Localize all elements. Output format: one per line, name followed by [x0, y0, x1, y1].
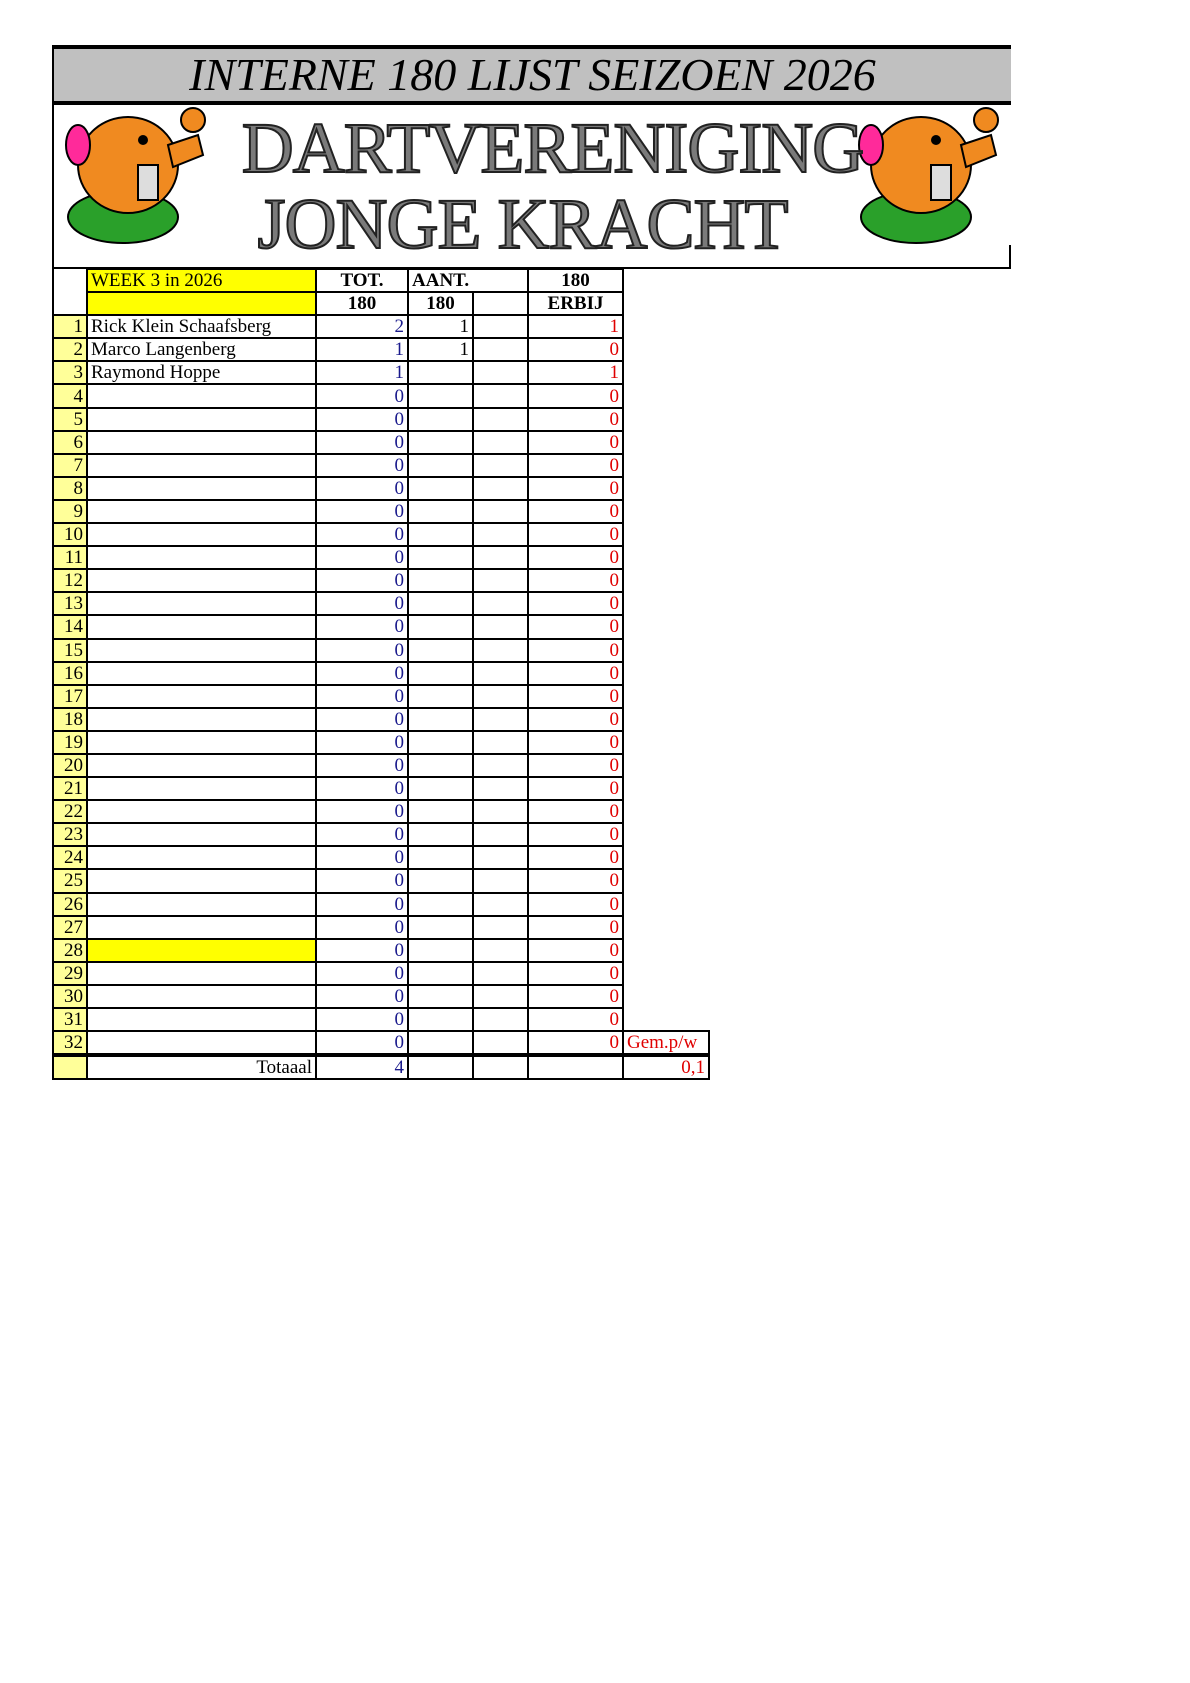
table-row [53, 662, 709, 685]
added-180: 0 [528, 893, 623, 916]
table-row [53, 916, 709, 939]
page-title: INTERNE 180 LIJST SEIZOEN 2026 [54, 45, 1011, 105]
row-number: 5 [53, 408, 87, 431]
player-name [87, 408, 316, 431]
empty-cell [473, 823, 528, 846]
player-name [87, 962, 316, 985]
count-180 [408, 1031, 473, 1055]
empty-cell [623, 939, 709, 962]
table-row [53, 823, 709, 846]
player-name [87, 939, 316, 962]
empty-cell [623, 754, 709, 777]
player-name [87, 893, 316, 916]
player-name [87, 431, 316, 454]
row-number: 28 [53, 939, 87, 962]
table-row [53, 384, 709, 407]
added-180: 0 [528, 477, 623, 500]
player-name [87, 500, 316, 523]
empty-cell [473, 939, 528, 962]
total-180: 0 [316, 939, 408, 962]
added-180: 0 [528, 615, 623, 638]
count-180 [408, 916, 473, 939]
row-number: 9 [53, 500, 87, 523]
row-number: 12 [53, 569, 87, 592]
row-number: 29 [53, 962, 87, 985]
count-180 [408, 893, 473, 916]
row-number: 11 [53, 546, 87, 569]
empty-cell [473, 777, 528, 800]
count-180 [408, 500, 473, 523]
empty-cell [623, 477, 709, 500]
total-180: 0 [316, 777, 408, 800]
empty-cell [408, 1055, 473, 1079]
player-name [87, 1031, 316, 1055]
empty-cell [473, 523, 528, 546]
empty-cell [473, 569, 528, 592]
added-180: 0 [528, 985, 623, 1008]
club-name-line2: JONGE KRACHT [257, 184, 788, 264]
empty-cell [623, 777, 709, 800]
empty-cell [623, 546, 709, 569]
player-name [87, 731, 316, 754]
table-row [53, 523, 709, 546]
added-180: 0 [528, 1008, 623, 1031]
count-180 [408, 523, 473, 546]
total-180: 1 [316, 338, 408, 361]
total-180: 0 [316, 754, 408, 777]
table-row [53, 500, 709, 523]
row-number: 23 [53, 823, 87, 846]
empty-cell [473, 454, 528, 477]
table-row [53, 639, 709, 662]
row-number: 21 [53, 777, 87, 800]
total-180: 0 [316, 800, 408, 823]
added-180: 0 [528, 454, 623, 477]
count-180 [408, 777, 473, 800]
col-aant-header: AANT. [408, 269, 473, 292]
empty-cell [473, 754, 528, 777]
row-number: 15 [53, 639, 87, 662]
row-number: 3 [53, 361, 87, 384]
empty-cell [473, 962, 528, 985]
empty-cell [473, 985, 528, 1008]
empty-cell [473, 1031, 528, 1055]
empty-cell [623, 431, 709, 454]
player-name [87, 869, 316, 892]
table-row [53, 477, 709, 500]
player-name [87, 454, 316, 477]
empty-cell [473, 1008, 528, 1031]
table-row [53, 800, 709, 823]
row-number: 25 [53, 869, 87, 892]
col-tot-sub: 180 [316, 292, 408, 315]
empty-cell [473, 408, 528, 431]
player-name [87, 916, 316, 939]
total-180: 0 [316, 846, 408, 869]
week-label: WEEK 3 in 2026 [87, 269, 316, 292]
total-value: 4 [316, 1055, 408, 1079]
total-180: 0 [316, 685, 408, 708]
empty-cell [623, 408, 709, 431]
added-180: 0 [528, 777, 623, 800]
col-erbij-header: 180 [528, 269, 623, 292]
table-row [53, 592, 709, 615]
avg-value: 0,1 [623, 1055, 709, 1079]
count-180 [408, 731, 473, 754]
added-180: 0 [528, 685, 623, 708]
table-row [53, 869, 709, 892]
empty-cell [473, 361, 528, 384]
player-name [87, 546, 316, 569]
total-180: 0 [316, 662, 408, 685]
row-number: 14 [53, 615, 87, 638]
player-name [87, 592, 316, 615]
added-180: 0 [528, 384, 623, 407]
table-row [53, 361, 709, 384]
empty-cell [473, 384, 528, 407]
empty-cell [623, 685, 709, 708]
table-row [53, 846, 709, 869]
added-180: 0 [528, 338, 623, 361]
col-erbij-sub: ERBIJ [528, 292, 623, 315]
total-180: 0 [316, 546, 408, 569]
added-180: 0 [528, 592, 623, 615]
empty-cell [623, 384, 709, 407]
empty-cell [623, 338, 709, 361]
added-180: 0 [528, 731, 623, 754]
total-180: 0 [316, 523, 408, 546]
added-180: 0 [528, 523, 623, 546]
row-number [53, 1055, 87, 1079]
player-name: Marco Langenberg [87, 338, 316, 361]
player-name [87, 708, 316, 731]
player-name [87, 800, 316, 823]
added-180: 0 [528, 869, 623, 892]
count-180 [408, 846, 473, 869]
player-name [87, 985, 316, 1008]
row-number: 17 [53, 685, 87, 708]
total-180: 0 [316, 962, 408, 985]
count-180 [408, 615, 473, 638]
count-180 [408, 985, 473, 1008]
added-180: 0 [528, 754, 623, 777]
count-180 [408, 639, 473, 662]
total-180: 0 [316, 731, 408, 754]
row-number: 16 [53, 662, 87, 685]
row-number: 30 [53, 985, 87, 1008]
count-180 [408, 569, 473, 592]
empty-cell [473, 869, 528, 892]
empty-cell [473, 546, 528, 569]
empty-cell [623, 846, 709, 869]
table-row [53, 1031, 709, 1055]
empty-cell [473, 800, 528, 823]
table-row [53, 754, 709, 777]
table-row [53, 315, 709, 338]
row-number: 31 [53, 1008, 87, 1031]
total-180: 0 [316, 454, 408, 477]
row-number: 19 [53, 731, 87, 754]
table-row [53, 962, 709, 985]
added-180: 0 [528, 500, 623, 523]
count-180 [408, 361, 473, 384]
table-row [53, 777, 709, 800]
total-180: 0 [316, 500, 408, 523]
count-180 [408, 1008, 473, 1031]
table-row [53, 893, 709, 916]
empty-cell [623, 639, 709, 662]
row-number: 6 [53, 431, 87, 454]
empty-cell [623, 1008, 709, 1031]
empty-cell [623, 315, 709, 338]
added-180: 0 [528, 916, 623, 939]
player-name [87, 569, 316, 592]
total-180: 0 [316, 592, 408, 615]
empty-cell [473, 662, 528, 685]
count-180: 1 [408, 315, 473, 338]
col-aant-sub: 180 [408, 292, 473, 315]
empty-cell [623, 916, 709, 939]
total-180: 0 [316, 639, 408, 662]
table-row [53, 731, 709, 754]
empty-cell [473, 639, 528, 662]
row-number: 10 [53, 523, 87, 546]
count-180 [408, 754, 473, 777]
total-180: 0 [316, 569, 408, 592]
empty-cell [473, 846, 528, 869]
count-180 [408, 685, 473, 708]
added-180: 0 [528, 939, 623, 962]
empty-cell [473, 431, 528, 454]
empty-cell [473, 592, 528, 615]
added-180: 0 [528, 846, 623, 869]
count-180 [408, 408, 473, 431]
total-180: 0 [316, 431, 408, 454]
added-180: 0 [528, 569, 623, 592]
table-row [53, 615, 709, 638]
player-name: Rick Klein Schaafsberg [87, 315, 316, 338]
row-number: 32 [53, 1031, 87, 1055]
empty-cell [623, 615, 709, 638]
table-row [53, 454, 709, 477]
total-180: 0 [316, 985, 408, 1008]
added-180: 1 [528, 315, 623, 338]
added-180: 0 [528, 639, 623, 662]
row-number: 27 [53, 916, 87, 939]
empty-cell [623, 361, 709, 384]
empty-cell [473, 731, 528, 754]
empty-cell [473, 315, 528, 338]
total-180: 0 [316, 869, 408, 892]
empty-cell [623, 662, 709, 685]
empty-cell [623, 569, 709, 592]
header-row [53, 269, 709, 292]
added-180: 1 [528, 361, 623, 384]
table-row [53, 338, 709, 361]
total-row [53, 1055, 709, 1079]
total-180: 0 [316, 823, 408, 846]
table-row [53, 985, 709, 1008]
row-number: 13 [53, 592, 87, 615]
total-180: 2 [316, 315, 408, 338]
added-180: 0 [528, 662, 623, 685]
added-180: 0 [528, 546, 623, 569]
player-name [87, 1008, 316, 1031]
empty-cell [473, 685, 528, 708]
table-row [53, 546, 709, 569]
count-180 [408, 823, 473, 846]
empty-cell [623, 800, 709, 823]
club-banner [54, 101, 1011, 269]
empty-cell [623, 708, 709, 731]
count-180 [408, 962, 473, 985]
added-180: 0 [528, 1031, 623, 1055]
row-number: 2 [53, 338, 87, 361]
empty-cell [473, 338, 528, 361]
player-name [87, 639, 316, 662]
score-table [52, 268, 710, 1080]
player-name: Raymond Hoppe [87, 361, 316, 384]
table-row [53, 408, 709, 431]
player-name [87, 384, 316, 407]
table-row [53, 939, 709, 962]
count-180 [408, 454, 473, 477]
empty-cell [528, 1055, 623, 1079]
player-name [87, 846, 316, 869]
total-180: 0 [316, 708, 408, 731]
added-180: 0 [528, 431, 623, 454]
club-name-line1: DARTVERENIGING [241, 108, 864, 188]
row-number: 4 [53, 384, 87, 407]
table-row [53, 1008, 709, 1031]
row-number: 22 [53, 800, 87, 823]
player-name [87, 777, 316, 800]
player-name [87, 823, 316, 846]
total-180: 0 [316, 615, 408, 638]
player-name [87, 685, 316, 708]
count-180 [408, 384, 473, 407]
total-180: 0 [316, 1031, 408, 1055]
player-name [87, 662, 316, 685]
empty-cell [623, 985, 709, 1008]
count-180 [408, 431, 473, 454]
count-180: 1 [408, 338, 473, 361]
empty-cell [623, 893, 709, 916]
row-number: 18 [53, 708, 87, 731]
avg-label: Gem.p/w [623, 1031, 709, 1055]
count-180 [408, 708, 473, 731]
added-180: 0 [528, 408, 623, 431]
row-number: 26 [53, 893, 87, 916]
total-180: 0 [316, 477, 408, 500]
total-180: 0 [316, 893, 408, 916]
total-180: 0 [316, 916, 408, 939]
table-row [53, 685, 709, 708]
added-180: 0 [528, 962, 623, 985]
empty-cell [623, 500, 709, 523]
empty-cell [623, 523, 709, 546]
row-number: 8 [53, 477, 87, 500]
header-row [53, 292, 709, 315]
table-row [53, 569, 709, 592]
empty-cell [623, 962, 709, 985]
added-180: 0 [528, 823, 623, 846]
count-180 [408, 662, 473, 685]
count-180 [408, 869, 473, 892]
total-label: Totaaal [87, 1055, 316, 1079]
count-180 [408, 800, 473, 823]
empty-cell [473, 893, 528, 916]
added-180: 0 [528, 800, 623, 823]
table-row [53, 708, 709, 731]
frame-border [1009, 245, 1011, 269]
count-180 [408, 939, 473, 962]
empty-cell [473, 500, 528, 523]
empty-cell [623, 454, 709, 477]
empty-cell [623, 823, 709, 846]
empty-cell [473, 615, 528, 638]
row-number: 24 [53, 846, 87, 869]
empty-cell [473, 916, 528, 939]
player-name [87, 523, 316, 546]
row-number: 1 [53, 315, 87, 338]
empty-cell [473, 1055, 528, 1079]
total-180: 0 [316, 408, 408, 431]
total-180: 0 [316, 1008, 408, 1031]
empty-cell [473, 477, 528, 500]
added-180: 0 [528, 708, 623, 731]
row-number: 7 [53, 454, 87, 477]
count-180 [408, 546, 473, 569]
player-name [87, 615, 316, 638]
total-180: 1 [316, 361, 408, 384]
empty-cell [623, 592, 709, 615]
player-name [87, 754, 316, 777]
col-tot-header: TOT. [316, 269, 408, 292]
empty-cell [623, 731, 709, 754]
total-180: 0 [316, 384, 408, 407]
player-name [87, 477, 316, 500]
count-180 [408, 477, 473, 500]
empty-cell [473, 708, 528, 731]
count-180 [408, 592, 473, 615]
empty-cell [623, 869, 709, 892]
row-number: 20 [53, 754, 87, 777]
table-row [53, 431, 709, 454]
